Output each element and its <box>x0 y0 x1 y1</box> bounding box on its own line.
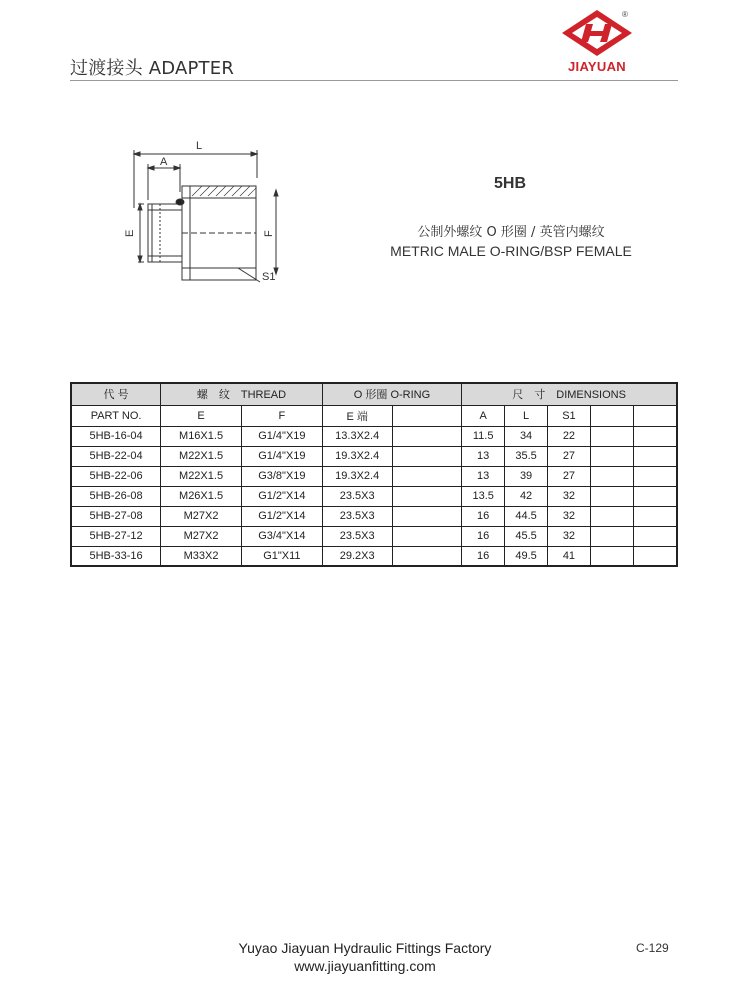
cell-blank <box>633 506 677 526</box>
footer-url[interactable]: www.jiayuanfitting.com <box>294 958 436 974</box>
registered-mark: ® <box>622 10 628 19</box>
cell-oring: 29.2X3 <box>322 546 392 566</box>
cell-f: G1/4"X19 <box>241 446 322 466</box>
cell-a: 16 <box>462 506 505 526</box>
header-part: 代 号 <box>71 383 161 405</box>
cell-f: G3/4"X14 <box>241 526 322 546</box>
cell-blank <box>590 526 633 546</box>
header-dimensions: 尺 寸 DIMENSIONS <box>462 383 677 405</box>
page-title: 过渡接头 ADAPTER <box>70 58 235 79</box>
header-thread: 螺 纹 THREAD <box>161 383 323 405</box>
cell-l: 35.5 <box>505 446 548 466</box>
cell-e: M22X1.5 <box>161 466 242 486</box>
cell-part: 5HB-16-04 <box>71 426 161 446</box>
dim-label-l: L <box>196 140 203 152</box>
cell-s1: 32 <box>548 506 591 526</box>
cell-blank <box>392 506 462 526</box>
footer-company: Yuyao Jiayuan Hydraulic Fittings Factory <box>238 940 492 956</box>
cell-part: 5HB-27-08 <box>71 506 161 526</box>
cell-part: 5HB-22-04 <box>71 446 161 466</box>
cell-l: 49.5 <box>505 546 548 566</box>
cell-a: 16 <box>462 526 505 546</box>
cell-oring: 19.3X2.4 <box>322 446 392 466</box>
cell-oring: 23.5X3 <box>322 486 392 506</box>
cell-l: 44.5 <box>505 506 548 526</box>
cell-e: M16X1.5 <box>161 426 242 446</box>
cell-f: G1"X11 <box>241 546 322 566</box>
spec-table <box>70 382 678 567</box>
cell-blank <box>392 426 462 446</box>
subheader-part-no: PART NO. <box>71 405 161 426</box>
cell-e: M27X2 <box>161 526 242 546</box>
cell-a: 13 <box>462 446 505 466</box>
table-row <box>71 446 677 466</box>
subheader-blank <box>392 405 462 426</box>
cell-s1: 32 <box>548 486 591 506</box>
table-row <box>71 526 677 546</box>
cell-f: G1/4"X19 <box>241 426 322 446</box>
cell-blank <box>392 546 462 566</box>
subheader-s1: S1 <box>548 405 591 426</box>
cell-s1: 27 <box>548 446 591 466</box>
table-row <box>71 486 677 506</box>
model-code: 5HB <box>493 175 526 192</box>
cell-e: M26X1.5 <box>161 486 242 506</box>
cell-blank <box>590 426 633 446</box>
cell-f: G1/2"X14 <box>241 486 322 506</box>
cell-part: 5HB-33-16 <box>71 546 161 566</box>
cell-e: M22X1.5 <box>161 446 242 466</box>
cell-oring: 23.5X3 <box>322 506 392 526</box>
cell-e: M33X2 <box>161 546 242 566</box>
cell-l: 34 <box>505 426 548 446</box>
header-divider <box>70 80 678 81</box>
cell-s1: 41 <box>548 546 591 566</box>
brand-name: JIAYUAN <box>568 59 626 74</box>
cell-blank <box>590 486 633 506</box>
cell-blank <box>392 486 462 506</box>
cell-a: 13 <box>462 466 505 486</box>
dim-label-e: E <box>124 229 136 237</box>
table-row <box>71 426 677 446</box>
table-row <box>71 506 677 526</box>
cell-blank <box>590 466 633 486</box>
cell-blank <box>392 526 462 546</box>
subheader-e: E <box>161 405 242 426</box>
cell-oring: 13.3X2.4 <box>322 426 392 446</box>
cell-e: M27X2 <box>161 506 242 526</box>
subheader-blank <box>633 405 677 426</box>
cell-blank <box>590 506 633 526</box>
dim-label-s1: S1 <box>262 271 276 283</box>
cell-a: 16 <box>462 546 505 566</box>
cell-s1: 27 <box>548 466 591 486</box>
cell-blank <box>590 546 633 566</box>
cell-blank <box>633 466 677 486</box>
cell-f: G3/8"X19 <box>241 466 322 486</box>
cell-oring: 23.5X3 <box>322 526 392 546</box>
dim-label-a: A <box>160 156 168 168</box>
table-row <box>71 466 677 486</box>
cell-blank <box>633 486 677 506</box>
subheader-blank <box>590 405 633 426</box>
brand-logo <box>560 8 680 76</box>
cell-oring: 19.3X2.4 <box>322 466 392 486</box>
subheader-e-end: E 端 <box>322 405 392 426</box>
cell-s1: 22 <box>548 426 591 446</box>
cell-blank <box>392 466 462 486</box>
cell-l: 45.5 <box>505 526 548 546</box>
subheader-f: F <box>241 405 322 426</box>
subheader-a: A <box>462 405 505 426</box>
page-number: C-129 <box>636 941 669 955</box>
cell-a: 11.5 <box>462 426 505 446</box>
adapter-drawing <box>120 138 290 288</box>
cell-blank <box>633 426 677 446</box>
cell-part: 5HB-22-06 <box>71 466 161 486</box>
cell-blank <box>633 546 677 566</box>
cell-f: G1/2"X14 <box>241 506 322 526</box>
cell-part: 5HB-27-12 <box>71 526 161 546</box>
subheader-l: L <box>505 405 548 426</box>
cell-part: 5HB-26-08 <box>71 486 161 506</box>
cell-l: 42 <box>505 486 548 506</box>
dim-label-f: F <box>263 230 275 237</box>
description-chinese: 公制外螺纹 O 形圈 / 英管内螺纹 <box>417 225 605 240</box>
description-english: METRIC MALE O-RING/BSP FEMALE <box>390 243 632 259</box>
table-row <box>71 546 677 566</box>
cell-s1: 32 <box>548 526 591 546</box>
cell-a: 13.5 <box>462 486 505 506</box>
cell-blank <box>633 446 677 466</box>
cell-blank <box>590 446 633 466</box>
cell-l: 39 <box>505 466 548 486</box>
cell-blank <box>633 526 677 546</box>
header-oring: O 形圈 O-RING <box>322 383 461 405</box>
cell-blank <box>392 446 462 466</box>
